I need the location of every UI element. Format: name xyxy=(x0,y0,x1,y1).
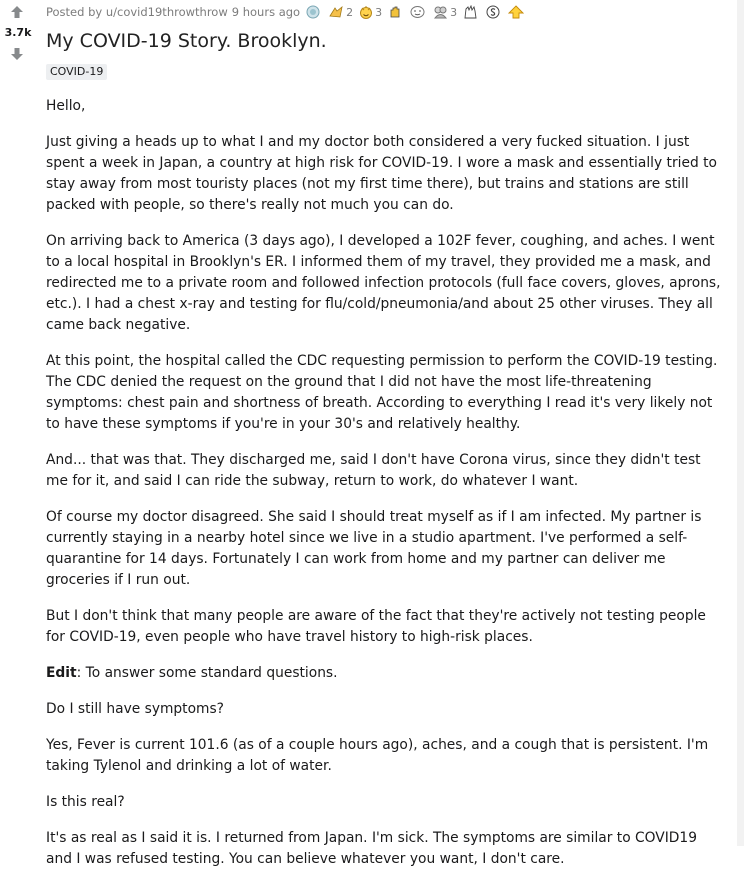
edit-text: : To answer some standard questions. xyxy=(76,665,338,681)
body-paragraph: Hello, xyxy=(46,98,86,114)
silver-coin-icon xyxy=(306,5,320,19)
award-hug[interactable]: 3 xyxy=(433,5,460,19)
clapping-icon xyxy=(388,5,402,19)
post-title[interactable]: My COVID-19 Story. Brooklyn. xyxy=(46,30,327,52)
awards-bar[interactable] xyxy=(306,5,529,19)
answer-paragraph: It's as real as I said it is. I returned from Japan. I'm sick. The symptoms are similar to COVID19 and I was refused testing. You can believe whatever you want, I don't care. xyxy=(46,830,697,867)
posted-by-link[interactable]: Posted by u/covid19throwthrow xyxy=(46,5,228,19)
body-paragraph: But I don't think that many people are aware of the fact that they're actively not testing people for COVID-19, even people who have travel history to high-risk places. xyxy=(46,608,706,645)
upvote-arrow-icon xyxy=(10,5,24,19)
post-meta xyxy=(46,4,529,20)
arrow-award-icon xyxy=(508,5,524,19)
question-paragraph: Do I still have symptoms? xyxy=(46,701,224,717)
answer-paragraph: Yes, Fever is current 101.6 (as of a couple hours ago), aches, and a cough that is persistent. I'm taking Tylenol and drinking a lot of water. xyxy=(46,737,709,774)
post-time[interactable]: 9 hours ago xyxy=(231,5,301,19)
edit-paragraph xyxy=(46,663,722,684)
body-paragraph: On arriving back to America (3 days ago), I developed a 102F fever, coughing, and aches. I went to a local hospital in Brooklyn's ER. I informed them of my travel, they provided me a mask, and redirected me to a private room and followed infection protocols (full face covers, gloves, aprons, etc.). I had a chest x-ray and testing for flu/cold/pneumonia/and about 25 other viruses. They all came back negative. xyxy=(46,233,721,333)
award-arrow[interactable] xyxy=(508,5,529,19)
wholesome-icon xyxy=(359,5,373,19)
body-paragraph: And... that was that. They discharged me, said I don't have Corona virus, since they didn't test me for it, and said I can ride the subway, return to work, do whatever I want. xyxy=(46,452,701,489)
body-paragraph: Of course my doctor disagreed. She said I should treat myself as if I am infected. My partner is currently staying in a nearby hotel since we live in a studio apartment. I've performed a self-quarantine for 14 days. Fortunately I can work from home and my partner can deliver me groceries if I run out. xyxy=(46,509,702,588)
award-silver[interactable] xyxy=(306,5,325,19)
award-face[interactable] xyxy=(410,5,430,19)
post-flair[interactable]: COVID-19 xyxy=(46,64,107,80)
award-clapping[interactable] xyxy=(388,5,407,19)
post-body xyxy=(46,96,722,885)
scrollbar[interactable] xyxy=(737,0,744,846)
award-wholesome[interactable]: 3 xyxy=(359,5,385,19)
question-paragraph: Is this real? xyxy=(46,794,125,810)
hands-icon xyxy=(463,5,478,19)
upvote-button[interactable] xyxy=(8,4,26,20)
hug-icon xyxy=(433,5,448,19)
body-paragraph: At this point, the hospital called the CDC requesting permission to perform the COVID-19 testing. The CDC denied the request on the ground that I did not have the most life-threatening symptoms: chest pain and shortness of breath. According to everything I read it's very likely not to have these symptoms if you're in your 30's and relatively healthy. xyxy=(46,353,718,432)
downvote-arrow-icon xyxy=(10,47,24,61)
face-icon xyxy=(410,5,425,19)
award-helpful[interactable]: 2 xyxy=(328,5,356,19)
vote-score: 3.7k xyxy=(4,26,32,39)
edit-label: Edit xyxy=(46,665,77,681)
downvote-button[interactable] xyxy=(8,46,26,62)
award-coin-s[interactable] xyxy=(486,5,505,19)
award-hands[interactable] xyxy=(463,5,483,19)
helpful-icon xyxy=(328,5,344,19)
coin-s-icon xyxy=(486,5,500,19)
body-paragraph: Just giving a heads up to what I and my doctor both considered a very fucked situation. I just spent a week in Japan, a country at high risk for COVID-19. I wore a mask and essentially tried to stay away from most touristy places (not my first time there), but trains and stations are still packed with people, so there's really not much you can do. xyxy=(46,134,717,213)
